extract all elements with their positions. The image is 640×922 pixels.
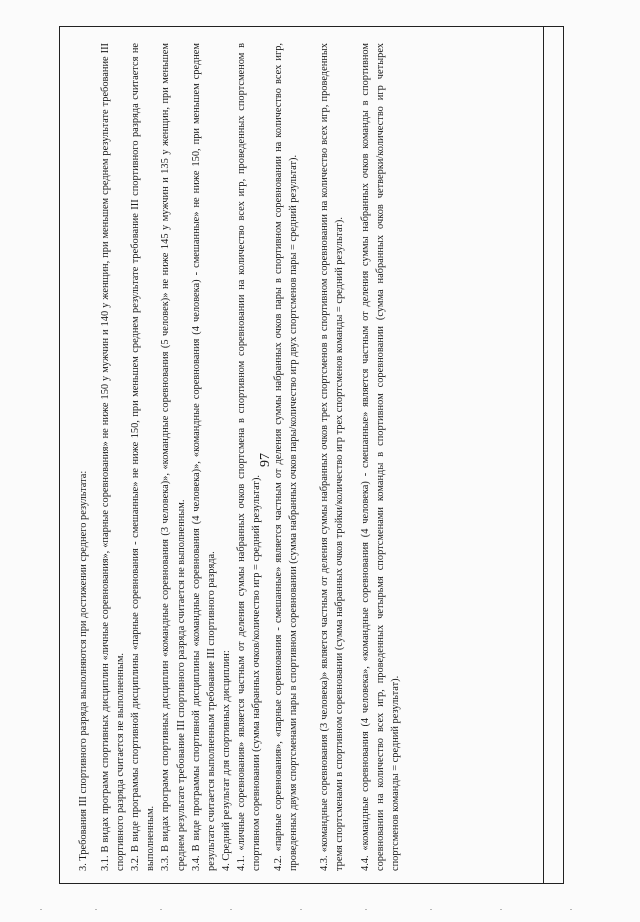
paragraph-4-3: 4.3. «командные соревнования (3 человека)» является частным от деления суммы набранных очков трех спортсменов в спортивном соревновании на количество всех игр, проведенных тремя спортсменами в спортивном соревновании (сумма набранных очков тройки/количество игр трех спортсменов команды = средний результат). xyxy=(319,43,346,871)
paragraph-4-1: 4.1. «личные соревнования» является частным от деления суммы набранных очков спортсмена в спортивном соревновании на количество всех игр, проведенных спортсменом в спортивном соревновании (сумма набранных очков/количество игр = средний результат). xyxy=(235,43,263,871)
paragraph-4-4: 4.4. «командные соревнования (4 человека», «командные соревнования (4 человека) - смешанные» является частным от деления суммы набранных очков команды в спортивном соревновании на количество всех игр, проведенных четырьмя спортсменами команды в спортивном соревновании (сумма набранных очков четверки/количество игр четырех спортсменов команды = средний результат). xyxy=(359,43,401,871)
requirements-cell xyxy=(76,43,544,871)
paragraph-3-4: 3.4. В виде программы спортивной дисциплины «командные соревнования (4 человека)», «командные соревнования (4 человека) - смешанные» не ниже 150, при меньшем среднем результате считается выполненным требование III спортивного разряда. xyxy=(190,43,217,871)
paragraph-3-1: 3.1. В видах программ спортивных дисциплин «личные соревнования», «парные соревнования» не ниже 150 у мужчин и 140 у женщин, при меньшем среднем результате требование III спортивного разряда считается не выполненным. xyxy=(100,43,127,871)
paragraph-3-3: 3.3. В видах программ спортивных дисциплин «командные соревнования (3 человека)», «командные соревнования (5 человек)» не ниже 145 у мужчин и 135 у женщин, при меньшем среднем результате требование III спортивного разряда считается не выполненным. xyxy=(160,43,187,871)
page-number: 97 xyxy=(258,453,273,467)
paragraph-3-2: 3.2. В виде программы спортивной дисциплины «парные соревнования - смешанные» не ниже 150, при меньшем среднем результате требование III спортивного разряда считается не выполненным. xyxy=(130,43,157,871)
paragraph-4: 4. Средний результат для спортивных дисциплин: xyxy=(220,650,232,871)
paragraph-4-2: 4.2. «парные соревнования», «парные соревнования - смешанные» является частным от деления суммы набранных очков пары в спортивном соревновании на количество всех игр, проведенных двумя спортсменами пары в спортивном соревновании (сумма набранных очков пары/количество игр двух спортсменов пары = средний результат). xyxy=(273,43,300,871)
scan-noise xyxy=(0,906,640,916)
paragraph-3: 3. Требования III спортивного разряда выполняются при достижении среднего результата: xyxy=(78,470,89,871)
